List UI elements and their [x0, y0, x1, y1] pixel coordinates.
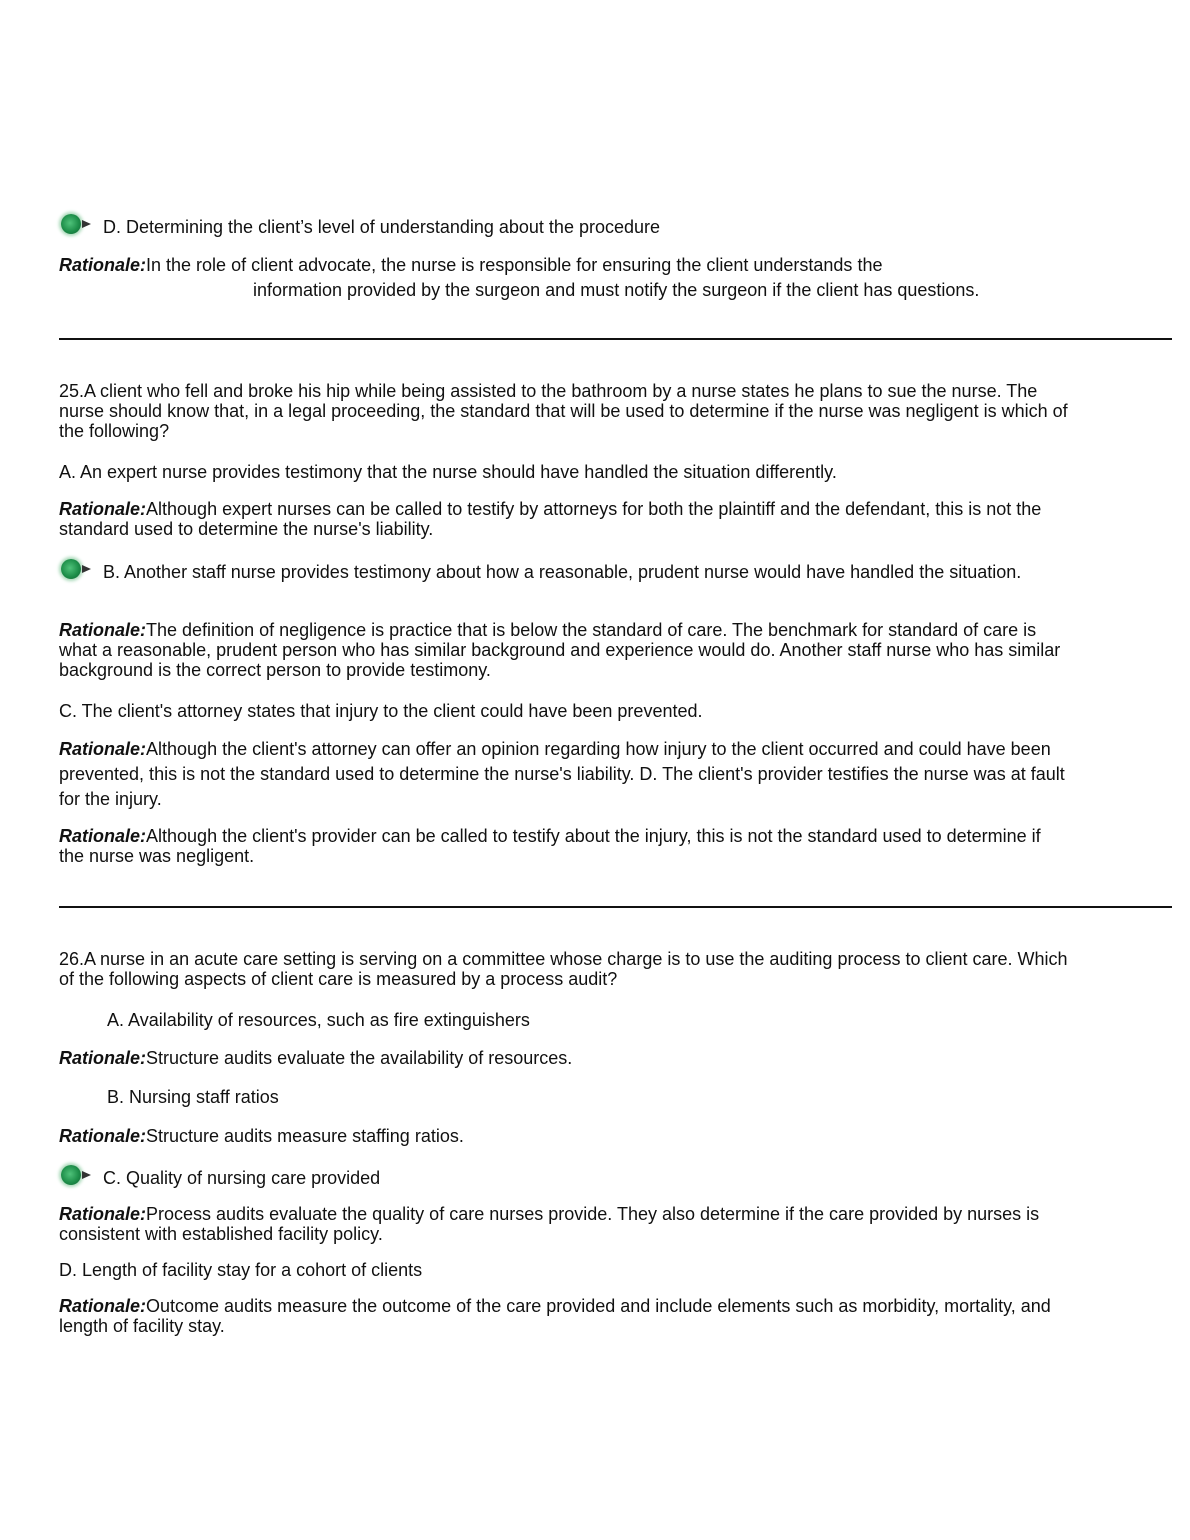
rationale-label: Rationale:: [59, 1048, 147, 1068]
prev-rationale-d-continued: information provided by the surgeon and must notify the surgeon if the client has questions.: [253, 280, 980, 300]
q25-rationale-d: Rationale:Although the client's provider can be called to testify about the injury, this is not the standard used to determine if the nurse was negligent.: [59, 826, 1041, 866]
correct-answer-icon: [59, 1165, 99, 1187]
q26-rationale-b: Rationale:Structure audits measure staffing ratios.: [59, 1126, 464, 1146]
rationale-label: Rationale:: [59, 1204, 147, 1224]
rationale-label: Rationale:: [59, 826, 147, 846]
q26-option-b: B. Nursing staff ratios: [107, 1087, 279, 1107]
rationale-label: Rationale:: [59, 620, 147, 640]
q25-option-c: C. The client's attorney states that injury to the client could have been prevented.: [59, 701, 703, 721]
rationale-label: Rationale:: [59, 255, 147, 275]
prev-rationale-d: Rationale:In the role of client advocate, the nurse is responsible for ensuring the client understands the: [59, 255, 883, 275]
q26-rationale-d: Rationale:Outcome audits measure the outcome of the care provided and include elements such as morbidity, mortality, and length of facility stay.: [59, 1296, 1051, 1336]
q25-option-b-correct: B. Another staff nurse provides testimony about how a reasonable, prudent nurse would have handled the situation.: [59, 559, 1069, 582]
section-divider: [59, 906, 1172, 908]
q25-rationale-b: Rationale:The definition of negligence is practice that is below the standard of care. The benchmark for standard of care is what a reasonable, prudent person who has similar background and experience would do. Another staff nurse who has similar background is the correct person to provide testimony.: [59, 620, 1061, 680]
q26-option-c-correct: C. Quality of nursing care provided: [59, 1165, 1069, 1188]
rationale-label: Rationale:: [59, 739, 147, 759]
q25-option-a: A. An expert nurse provides testimony that the nurse should have handled the situation differently.: [59, 462, 837, 482]
q26-rationale-c: Rationale:Process audits evaluate the quality of care nurses provide. They also determine if the care provided by nurses is consistent with established facility policy.: [59, 1204, 1040, 1244]
correct-answer-icon: [59, 559, 99, 581]
correct-answer-icon: [59, 214, 99, 236]
q25-rationale-a: Rationale:Although expert nurses can be called to testify by attorneys for both the plaintiff and the defendant, this is not the standard used to determine the nurse's liability.: [59, 499, 1042, 539]
q26-option-d: D. Length of facility stay for a cohort of clients: [59, 1260, 423, 1280]
rationale-label: Rationale:: [59, 1296, 147, 1316]
q26-rationale-a: Rationale:Structure audits evaluate the availability of resources.: [59, 1048, 573, 1068]
q25-rationale-c: Rationale:Although the client's attorney can offer an opinion regarding how injury to the client occurred and could have been prevented, this is not the standard used to determine the nurse's liability. D. The client's provider testifies the nurse was at fault for the injury.: [59, 739, 1065, 809]
q26-question: 26.A nurse in an acute care setting is serving on a committee whose charge is to use the auditing process to client care. Which of the following aspects of client care is measured by a process audit?: [59, 949, 1068, 989]
rationale-label: Rationale:: [59, 1126, 147, 1146]
prev-option-d-correct: D. Determining the client’s level of understanding about the procedure: [59, 214, 1069, 237]
rationale-label: Rationale:: [59, 499, 147, 519]
q26-option-a: A. Availability of resources, such as fire extinguishers: [107, 1010, 530, 1030]
section-divider: [59, 338, 1172, 340]
q25-question: 25.A client who fell and broke his hip while being assisted to the bathroom by a nurse states he plans to sue the nurse. The nurse should know that, in a legal proceeding, the standard that will be used to determine if the nurse was negligent is which of the following?: [59, 381, 1068, 441]
